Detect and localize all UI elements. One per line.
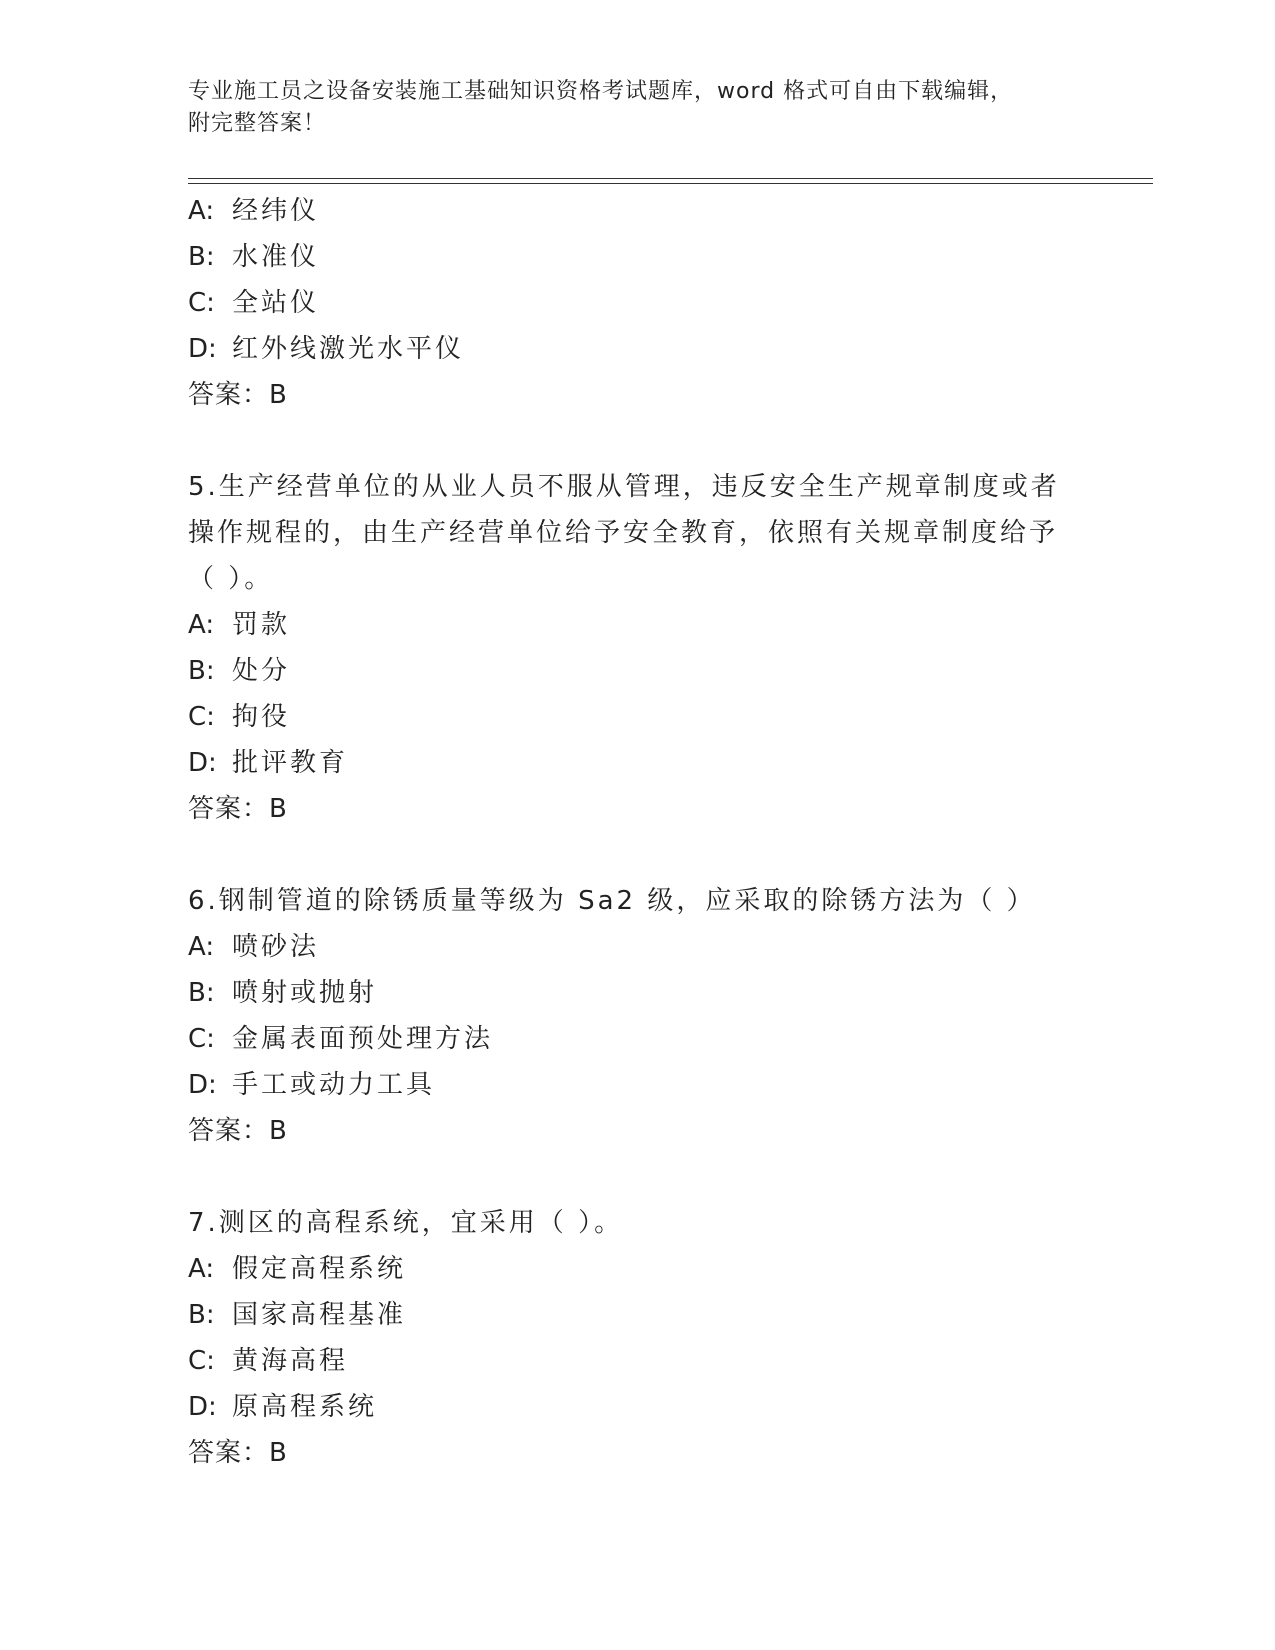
option-key: B:: [188, 656, 215, 686]
question-stem-line: 操作规程的，由生产经营单位给予安全教育，依照有关规章制度给予: [188, 518, 1059, 548]
option-text: 处分: [232, 656, 291, 686]
option-text: 水准仪: [232, 242, 320, 272]
option-text: 经纬仪: [232, 196, 320, 226]
header-divider-top: [188, 178, 1153, 179]
option-key: B:: [188, 1300, 215, 1330]
option-d: [188, 326, 1088, 372]
option-b: [188, 648, 1088, 694]
option-a: [188, 924, 1088, 970]
option-d: [188, 1062, 1088, 1108]
option-key: C:: [188, 1346, 215, 1376]
option-b: [188, 1292, 1088, 1338]
option-text: 黄海高程: [232, 1346, 349, 1376]
header-line-1: 专业施工员之设备安装施工基础知识资格考试题库，word 格式可自由下载编辑，: [188, 79, 1014, 104]
option-text: 罚款: [232, 610, 291, 640]
option-key: A:: [188, 196, 215, 226]
spacer: [188, 832, 1088, 878]
option-c: [188, 1016, 1088, 1062]
question-6: [188, 878, 1088, 1154]
option-text: 手工或动力工具: [232, 1070, 436, 1100]
answer-line: 答案：B: [188, 1116, 288, 1146]
option-text: 全站仪: [232, 288, 320, 318]
header-line-2: 附完整答案！: [188, 111, 327, 136]
option-a: [188, 1246, 1088, 1292]
question-7: [188, 1200, 1088, 1476]
spacer: [188, 418, 1088, 464]
option-key: C:: [188, 288, 215, 318]
option-text: 喷砂法: [232, 932, 320, 962]
question-stem-line: 5.生产经营单位的从业人员不服从管理，违反安全生产规章制度或者: [188, 472, 1060, 502]
question-stem-line: （ ）。: [188, 564, 274, 594]
option-c: [188, 280, 1088, 326]
option-key: D:: [188, 748, 217, 778]
option-d: [188, 1384, 1088, 1430]
question-content: [188, 188, 1088, 1476]
question-stem-line: 7.测区的高程系统，宜采用（ ）。: [188, 1208, 624, 1238]
question-5: [188, 464, 1088, 832]
answer-line: 答案：B: [188, 794, 288, 824]
option-text: 国家高程基准: [232, 1300, 407, 1330]
option-key: A:: [188, 1254, 215, 1284]
option-key: D:: [188, 334, 217, 364]
option-key: A:: [188, 932, 215, 962]
option-b: [188, 234, 1088, 280]
option-text: 红外线激光水平仪: [232, 334, 465, 364]
answer-line: 答案：B: [188, 380, 288, 410]
option-text: 金属表面预处理方法: [232, 1024, 494, 1054]
option-text: 原高程系统: [232, 1392, 378, 1422]
option-key: B:: [188, 978, 215, 1008]
option-b: [188, 970, 1088, 1016]
header-divider-bottom: [188, 183, 1153, 184]
option-text: 假定高程系统: [232, 1254, 407, 1284]
option-a: [188, 602, 1088, 648]
option-text: 批评教育: [232, 748, 349, 778]
answer-line: 答案：B: [188, 1438, 288, 1468]
option-key: D:: [188, 1070, 217, 1100]
option-key: C:: [188, 1024, 215, 1054]
option-text: 拘役: [232, 702, 291, 732]
spacer: [188, 1154, 1088, 1200]
option-c: [188, 1338, 1088, 1384]
option-c: [188, 694, 1088, 740]
question-stem-line: 6.钢制管道的除锈质量等级为 Sa2 级，应采取的除锈方法为（ ）: [188, 886, 1036, 916]
option-a: [188, 188, 1088, 234]
option-key: A:: [188, 610, 215, 640]
option-text: 喷射或抛射: [232, 978, 378, 1008]
option-key: B:: [188, 242, 215, 272]
question-4-options: [188, 188, 1088, 418]
document-header: [188, 76, 1088, 140]
option-key: D:: [188, 1392, 217, 1422]
option-key: C:: [188, 702, 215, 732]
option-d: [188, 740, 1088, 786]
